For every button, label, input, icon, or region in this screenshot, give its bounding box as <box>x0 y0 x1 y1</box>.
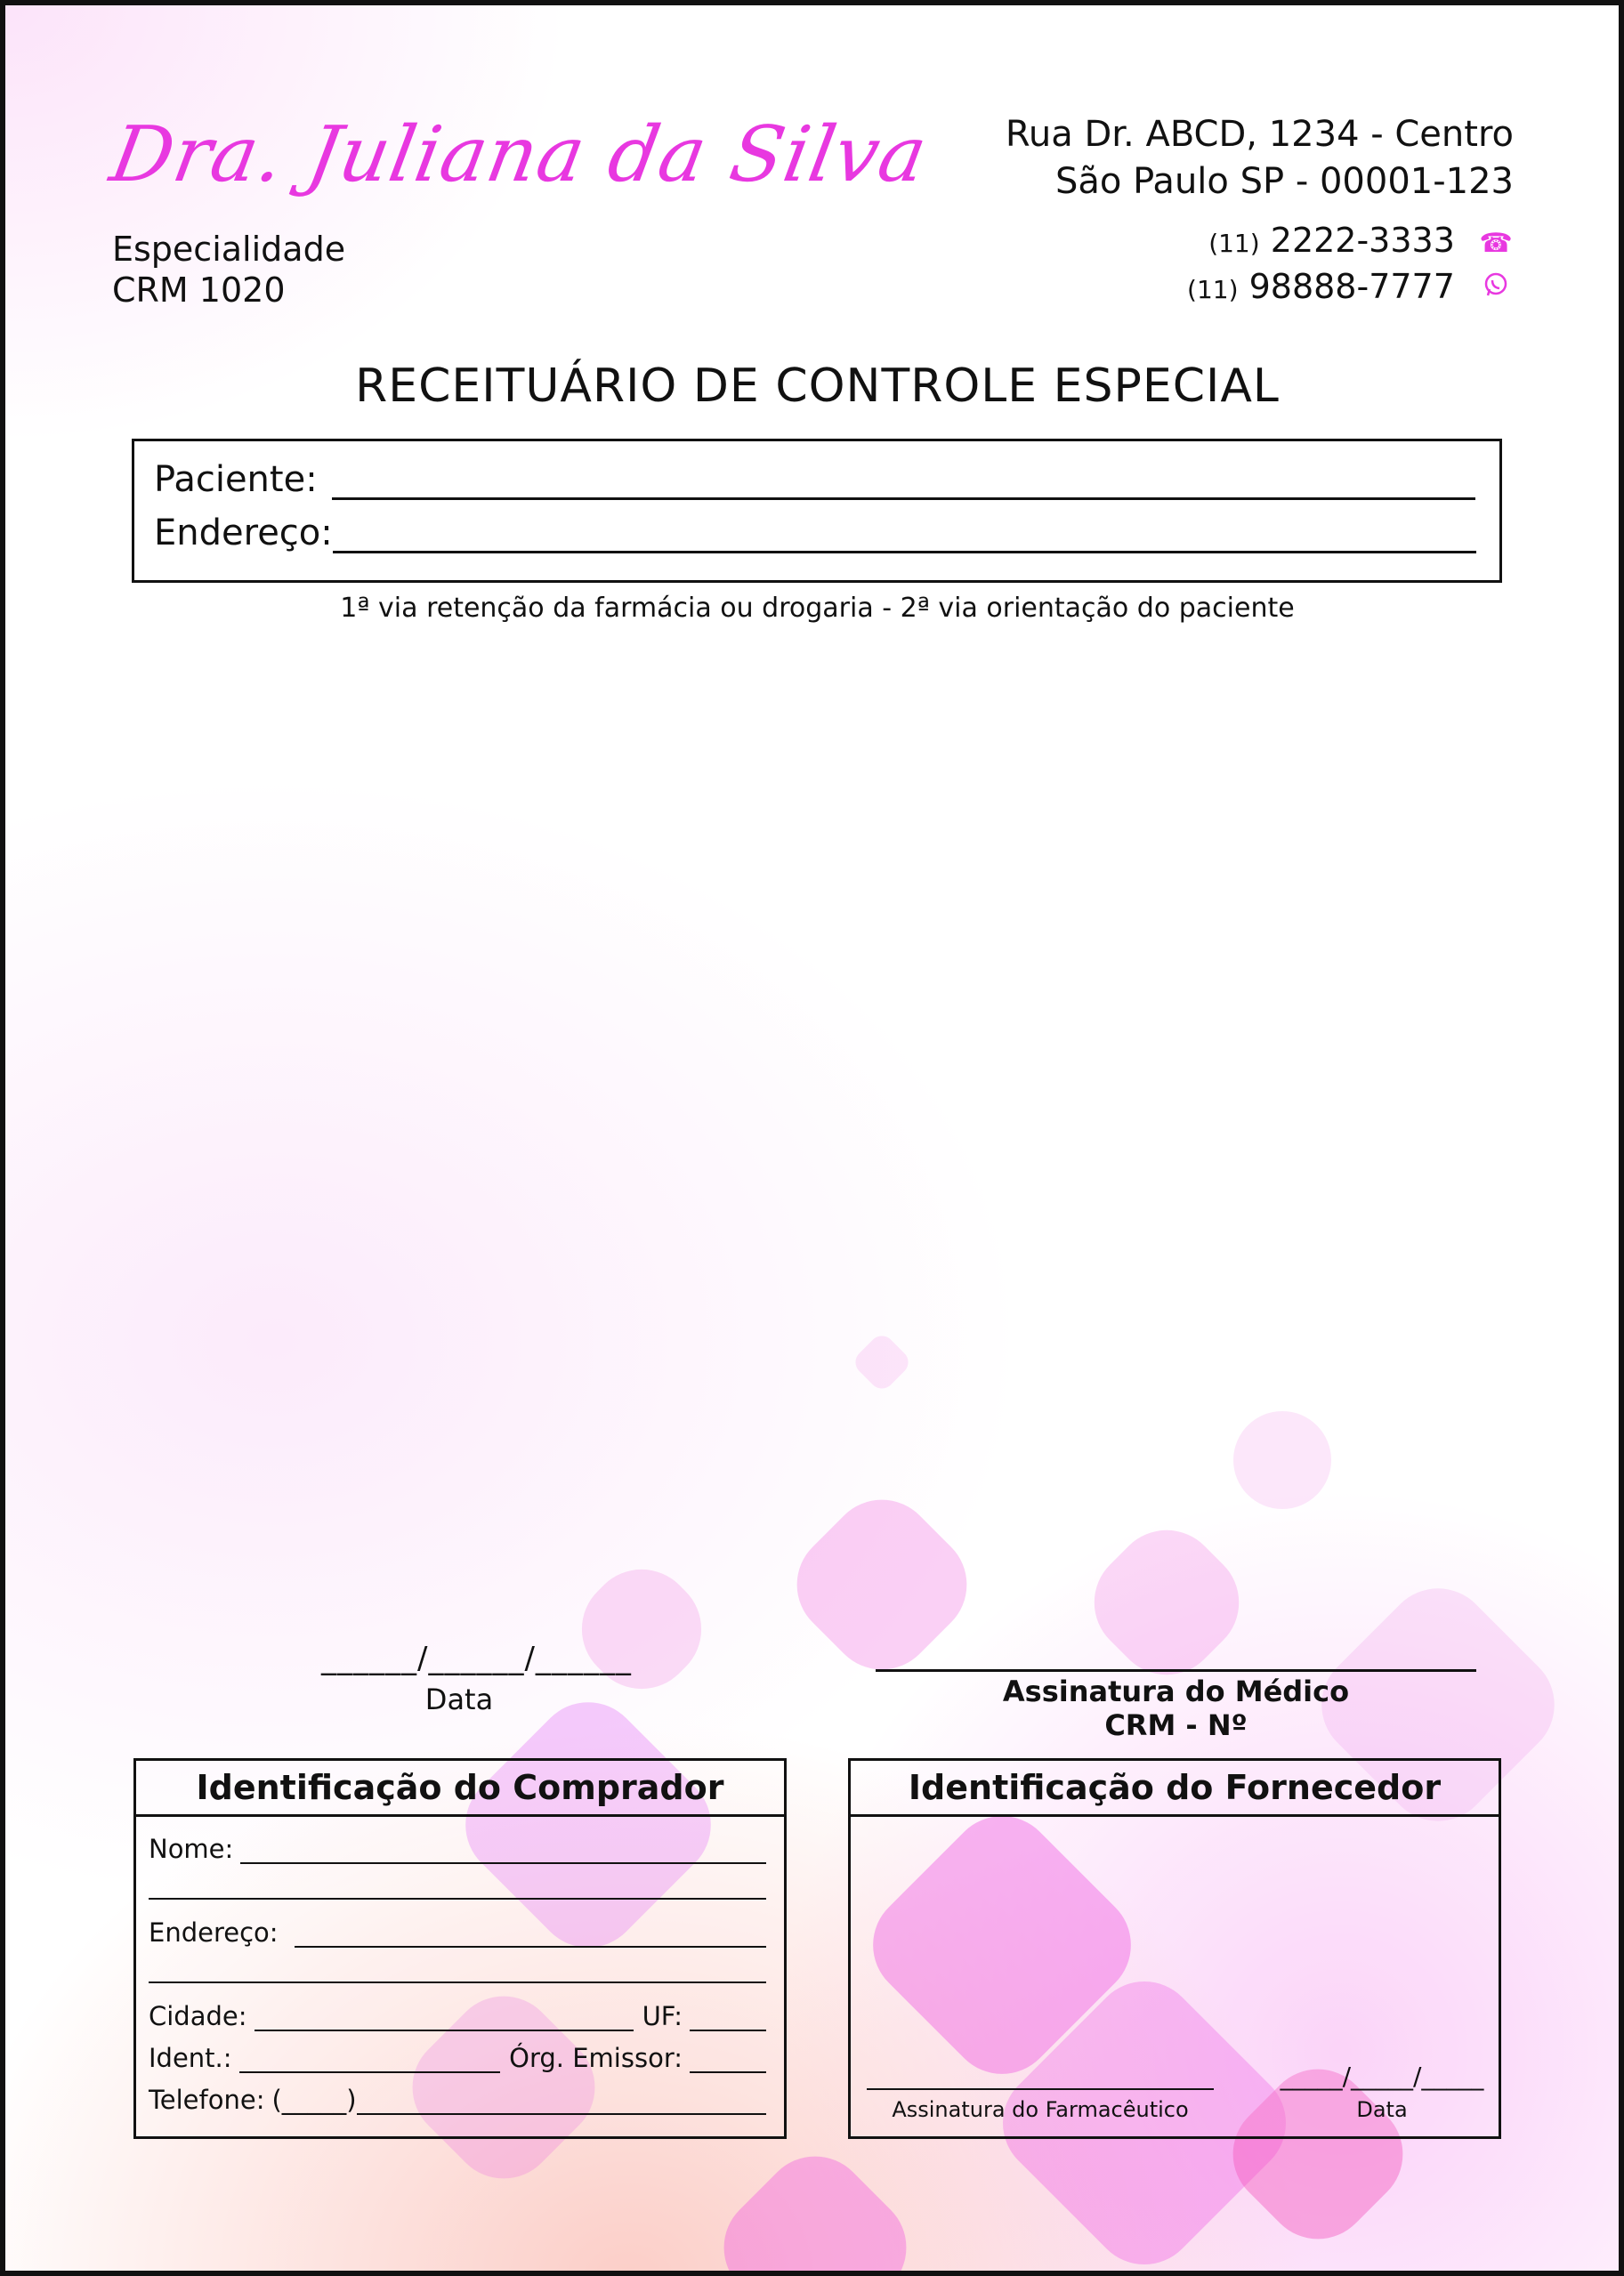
doctor-signature-label: Assinatura do Médico <box>1002 1675 1350 1708</box>
buyer-city-label: Cidade: <box>149 2001 247 2031</box>
buyer-address-row <box>149 1917 766 1948</box>
buyer-phone-label: Telefone: <box>149 2085 265 2115</box>
decorative-shape <box>560 1547 723 1711</box>
buyer-phone-ddd[interactable]: (_____) <box>271 2085 357 2115</box>
buyer-ident-row <box>149 2043 766 2073</box>
decorative-shape <box>702 2135 929 2276</box>
supplier-title: Identificação do Fornecedor <box>851 1761 1499 1817</box>
supplier-date-label: Data <box>1356 2097 1408 2122</box>
buyer-name-row-2 <box>149 1875 766 1900</box>
buyer-city-row <box>149 2001 766 2031</box>
buyer-city-field[interactable] <box>255 2006 634 2031</box>
doctor-name: Dra. Juliana da Silva <box>104 110 934 199</box>
buyer-uf-field[interactable] <box>690 2006 766 2031</box>
mobile-ddd: (11) <box>1187 275 1239 304</box>
copy-note: 1ª via retenção da farmácia ou drogaria - 2ª via orientação do paciente <box>340 593 1295 624</box>
document-title: RECEITUÁRIO DE CONTROLE ESPECIAL <box>355 359 1280 413</box>
phone-line <box>1208 221 1514 260</box>
patient-address-field[interactable] <box>333 517 1476 553</box>
buyer-name-field-2[interactable] <box>149 1875 766 1900</box>
crm-number: CRM 1020 <box>112 270 286 310</box>
buyer-ident-field[interactable] <box>239 2048 501 2073</box>
phone-ddd: (11) <box>1208 229 1260 258</box>
pharmacist-signature-line[interactable] <box>867 2088 1214 2090</box>
buyer-address-field-2[interactable] <box>149 1958 766 1983</box>
phone-number: 2222-3333 <box>1270 221 1455 260</box>
phone-icon: ☎ <box>1479 228 1513 259</box>
date-label: Data <box>424 1683 494 1716</box>
buyer-address-label: Endereço: <box>149 1917 279 1948</box>
patient-label: Paciente: <box>154 459 318 500</box>
patient-field[interactable] <box>332 464 1475 500</box>
address-line-1: Rua Dr. ABCD, 1234 - Centro <box>1005 114 1514 155</box>
mobile-line <box>1187 267 1514 306</box>
whatsapp-icon <box>1478 271 1514 305</box>
pharmacist-signature-label: Assinatura do Farmacêutico <box>892 2097 1189 2122</box>
mobile-number: 98888-7777 <box>1248 267 1455 306</box>
date-field[interactable]: ______/______/______ <box>321 1641 632 1676</box>
patient-address-label: Endereço: <box>154 513 333 553</box>
doctor-signature-line[interactable] <box>876 1669 1476 1672</box>
decorative-shape <box>775 1478 989 1691</box>
decorative-shape <box>1213 1391 1352 1529</box>
address-line-2: São Paulo SP - 00001-123 <box>1055 161 1514 202</box>
buyer-phone-field[interactable] <box>357 2090 766 2115</box>
patient-box <box>132 439 1502 583</box>
buyer-title: Identificação do Comprador <box>136 1761 784 1817</box>
buyer-phone-row <box>149 2085 766 2115</box>
buyer-name-row <box>149 1834 766 1864</box>
crm-label: CRM - Nº <box>1104 1708 1248 1742</box>
buyer-address-row-2 <box>149 1958 766 1983</box>
buyer-uf-label: UF: <box>642 2001 683 2031</box>
buyer-name-label: Nome: <box>149 1834 234 1864</box>
buyer-box <box>133 1758 787 2139</box>
supplier-date-field[interactable]: _____/_____/_____ <box>1280 2062 1484 2091</box>
buyer-name-field[interactable] <box>240 1839 766 1864</box>
buyer-address-field[interactable] <box>295 1923 766 1948</box>
buyer-issuer-label: Órg. Emissor: <box>509 2043 683 2073</box>
patient-row <box>154 459 1475 500</box>
address-row <box>154 513 1476 553</box>
buyer-ident-label: Ident.: <box>149 2043 232 2073</box>
decorative-shape <box>851 1331 914 1394</box>
supplier-box <box>848 1758 1501 2139</box>
buyer-issuer-field[interactable] <box>690 2048 766 2073</box>
specialty: Especialidade <box>112 230 346 269</box>
